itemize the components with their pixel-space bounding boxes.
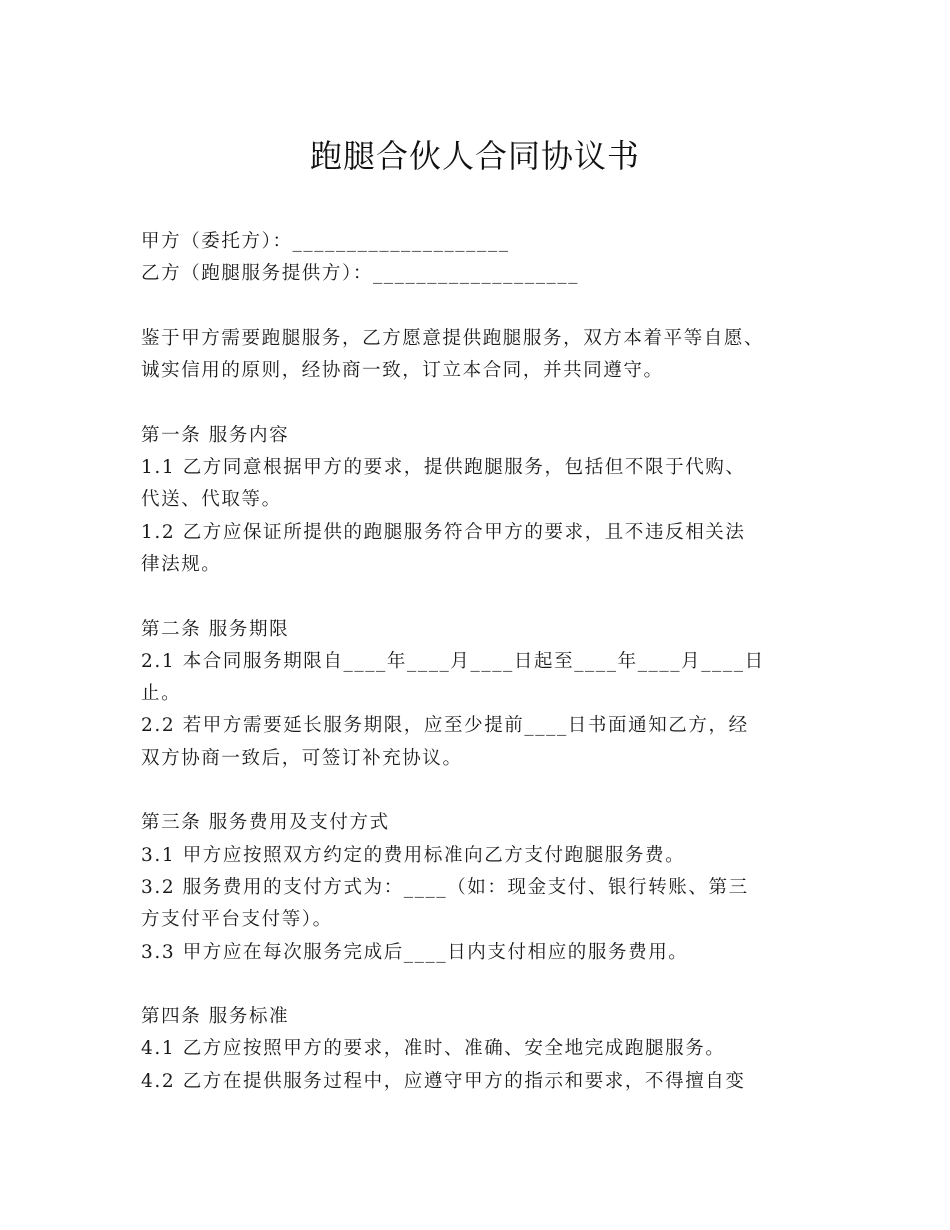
blank-line: [141, 775, 841, 807]
text-line: 4.2 乙方在提供服务过程中，应遵守甲方的指示和要求，不得擅自变: [141, 1070, 746, 1092]
document-body: [141, 226, 841, 1098]
text-line: 1.1 乙方同意根据甲方的要求，提供跑腿服务，包括但不限于代购、: [141, 457, 746, 479]
text-line: 诚实信用的原则，经协商一致，订立本合同，并共同遵守。: [141, 360, 664, 382]
text-line: 3.2 服务费用的支付方式为：____（如：现金支付、银行转账、第三: [141, 876, 749, 898]
text-line: 第三条 服务费用及支付方式: [141, 812, 390, 834]
text-line: 第四条 服务标准: [141, 1006, 290, 1028]
text-line: 3.1 甲方应按照双方约定的费用标准向乙方支付跑腿服务费。: [141, 844, 686, 866]
text-line: 止。: [141, 683, 182, 705]
blank-line: [141, 581, 841, 613]
text-line: 双方协商一致后，可签订补充协议。: [141, 747, 463, 769]
blank-line: [141, 291, 841, 323]
text-line: 1.2 乙方应保证所提供的跑腿服务符合甲方的要求，且不违反相关法: [141, 521, 746, 543]
blank-line: [141, 387, 841, 419]
text-line: 4.1 乙方应按照甲方的要求，准时、准确、安全地完成跑腿服务。: [141, 1038, 726, 1060]
text-line: 代送、代取等。: [141, 489, 282, 511]
text-line: 方支付平台支付等）。: [141, 909, 333, 931]
text-line: 乙方（跑腿服务提供方）：___________________: [141, 263, 580, 285]
document-title: 跑腿合伙人合同协议书: [309, 137, 640, 175]
text-line: 3.3 甲方应在每次服务完成后____日内支付相应的服务费用。: [141, 941, 689, 963]
text-line: 鉴于甲方需要跑腿服务，乙方愿意提供跑腿服务，双方本着平等自愿、: [141, 327, 765, 349]
text-line: 2.1 本合同服务期限自____年____月____日起至____年____月____日: [141, 650, 765, 672]
text-line: 律法规。: [141, 553, 222, 575]
text-line: 甲方（委托方）：____________________: [141, 231, 510, 252]
blank-line: [141, 969, 841, 1001]
text-line: 2.2 若甲方需要延长服务期限，应至少提前____日书面通知乙方，经: [141, 715, 749, 737]
text-line: 第一条 服务内容: [141, 424, 290, 446]
text-line: 第二条 服务期限: [141, 618, 290, 640]
